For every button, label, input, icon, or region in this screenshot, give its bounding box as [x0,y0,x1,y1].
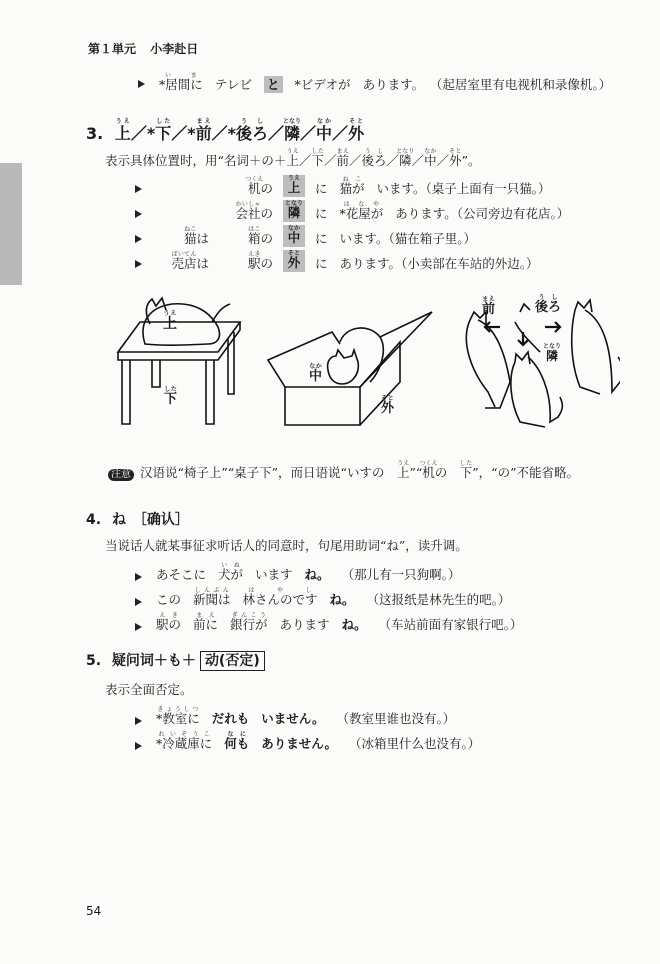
text-segment: 後ろうし [361,148,387,168]
unit-label: 第１単元 [88,42,137,56]
text-segment: の [434,465,460,480]
text-segment: 前にまえ [193,611,219,632]
text-segment: 中なか [424,148,437,168]
furigana: なか [287,225,301,232]
furigana: うえ [286,148,299,155]
bullet-arrow-icon [135,573,142,581]
text-segment: 机つくえ [419,460,438,480]
bullet-arrow-icon [135,717,142,725]
section-4-heading [86,513,189,527]
text-segment: 隣となり [396,148,415,168]
label-soto [381,395,394,415]
text-segment: 何もなに [224,730,250,751]
text-segment: 外そと [449,148,462,168]
example-row [135,556,534,581]
text-segment: 隣となり [543,343,562,363]
text-segment: ／ [298,153,312,168]
text-segment: ／* [211,124,236,143]
text-segment: の [260,231,273,246]
text-segment: ね。 [304,566,330,582]
furigana: えき [247,251,261,258]
text-segment: 中なか [287,225,301,245]
furigana: いま [159,72,203,79]
highlighted-position-word [283,250,305,272]
furigana: となり [284,200,303,207]
text-segment: 隣となり [283,118,302,143]
text-segment: 上うえ [114,118,131,143]
section-3-description [105,148,481,168]
example-row [135,581,534,606]
bullet-arrow-icon [135,235,142,243]
highlighted-position-word [283,200,305,222]
text-segment: 上うえ [396,460,410,480]
example-row [135,700,492,725]
intro-example [138,72,623,92]
text-segment: いません。 [261,710,325,726]
furigana: うし [535,294,562,301]
text-segment: に [315,231,328,246]
furigana: なか [424,148,437,155]
section-3-heading [86,118,364,142]
text-segment: ／ [267,124,284,143]
text-segment: ／ [323,153,337,168]
bullet-arrow-icon [138,80,145,88]
furigana: した [459,460,473,467]
text-segment: います [255,566,293,582]
text-segment: あります。 [362,77,425,92]
chapter-side-tab [0,163,22,285]
cat-in-box-illustration [268,312,432,425]
text-segment: 後ろうし [235,118,268,143]
furigana: した [164,386,178,393]
section-number: 5. [86,653,102,669]
text-segment: は [196,256,209,271]
text-segment: ／ [332,124,349,143]
furigana: かいしゃ [235,201,261,208]
text-segment: ”，“の”不能省略。 [472,465,579,480]
text-segment: ／ [386,153,400,168]
furigana: つくえ [419,460,438,467]
section-4-examples [135,556,534,631]
text-segment: 前まえ [336,148,349,168]
furigana: えき [156,611,182,619]
text-segment: ／ [436,153,450,168]
text-segment: （起居室里有电视机和录像机。） [436,77,612,92]
cat-on-table-illustration [118,298,240,424]
section-5-heading [86,654,265,668]
furigana: ばいてん [171,251,197,258]
text-segment: は [196,231,209,246]
text-segment: 隣となり [284,200,303,220]
furigana: なに [224,730,250,738]
unit-title: 小李赴日 [150,42,199,56]
furigana: うえ [287,175,301,182]
furigana: なか [316,118,333,125]
bullet-arrow-icon [135,210,142,218]
text-segment: *居間にいま [159,72,203,92]
text-segment: 会社かいしゃ [235,201,261,221]
furigana: まえ [195,118,212,125]
text-segment: 駅えき [247,251,261,271]
label-tonari [543,343,561,362]
text-segment: 売店ばいてん [171,251,197,271]
text-segment: 前まえ [195,118,212,143]
furigana: はやし [242,586,318,594]
text-segment: 猫ねこ [183,226,197,246]
text-segment: 外そと [348,118,365,143]
text-segment: あります。（公司旁边有花店。） [395,206,570,221]
text-segment: 上うえ [286,148,299,168]
section-5-description: 表示全面否定。 [105,682,193,697]
furigana: はなや [339,201,384,208]
furigana: しんぶん [193,586,231,594]
bullet-arrow-icon [135,623,142,631]
text-segment: と [264,76,283,93]
furigana: つくえ [245,176,264,183]
furigana: まえ [193,611,219,619]
text-segment: 林さんのですはやし [242,586,318,607]
furigana: いぬ [218,561,244,569]
text-segment: 銀行がぎんこう [230,611,268,632]
text-segment: 下した [311,148,324,168]
furigana: した [311,148,324,155]
example-part [219,201,283,222]
example-row [135,197,581,222]
highlighted-position-word [283,175,305,197]
text-segment: （冰箱里什么也没有。） [349,735,481,751]
highlighted-position-word [283,225,305,247]
text-segment: 犬がいぬ [218,561,244,582]
furigana: そと [348,118,365,125]
furigana: ぎんこう [230,611,268,619]
text-segment: 駅のえき [156,611,182,632]
example-part [305,176,581,197]
text-segment: 外そと [287,250,301,270]
example-part [305,229,581,247]
text-segment: ”“ [409,465,423,480]
text-segment: います。（猫在箱子里。） [339,231,477,246]
furigana: れいぞうこ [156,730,213,738]
furigana: となり [396,148,415,155]
furigana: はこ [247,226,261,233]
note-badge: 注意 [108,469,134,481]
furigana: した [155,118,172,125]
furigana: まえ [336,148,349,155]
text-segment: （这报纸是林先生的吧。） [366,591,511,607]
text-segment: ね。 [329,591,355,607]
text-segment: 下した [164,386,178,407]
example-part [219,176,283,197]
note [108,460,579,481]
text-segment: テレビ [214,77,253,92]
label-ushiro [535,294,561,314]
text-segment: 下した [155,118,172,143]
running-header [88,40,198,57]
example-row [135,247,581,272]
section-5-examples [135,700,492,750]
text-segment: に [315,181,328,196]
text-segment: 中なか [309,363,323,384]
text-segment: 後ろうし [535,294,562,315]
furigana: うし [235,118,268,125]
bullet-arrow-icon [135,742,142,750]
text-segment: ありません。 [261,735,338,751]
text-segment: 表示具体位置时，用“名词＋の＋ [105,153,287,168]
text-segment: ね。 [341,616,367,632]
text-segment: 上うえ [287,175,301,195]
furigana: まえ [482,296,496,303]
text-segment: あそこに [156,566,207,582]
text-segment: の [260,206,273,221]
text-segment: ／ [300,124,317,143]
text-segment: ／* [130,124,156,143]
example-row [135,222,581,247]
text-segment: 箱はこ [247,226,261,246]
furigana: うえ [114,118,131,125]
furigana: ねこ [339,176,365,183]
text-segment: 新聞はしんぶん [193,586,231,607]
text-segment: います。（桌子上面有一只猫。） [376,181,551,196]
example-part [163,251,219,272]
furigana: そと [381,395,395,402]
example-part [163,226,219,247]
text-segment: あります [279,616,330,632]
furigana: となり [283,118,302,125]
section-number: 3. [86,124,104,143]
text-segment: 中なか [316,118,333,143]
text-segment: 机つくえ [245,176,264,196]
furigana: そと [449,148,462,155]
label-naka [309,363,322,383]
furigana: となり [543,343,562,350]
text-segment: *教室にきょうしつ [156,705,200,726]
example-row [135,725,492,750]
furigana: ねこ [183,226,197,233]
text-segment: （车站前面有家银行吧。） [378,616,523,632]
text-segment: ／ [348,153,362,168]
text-segment: 外そと [381,395,395,416]
text-segment: ／ [411,153,425,168]
bullet-arrow-icon [135,598,142,606]
example-part [305,254,581,272]
text-segment: 上うえ [163,310,177,332]
text-segment: の [260,256,273,271]
example-row [135,606,534,631]
furigana: なか [309,363,323,370]
verb-negative-box: 动(否定) [200,651,265,671]
text-segment: 汉语说“椅子上”“桌子下”，而日语说“いすの [140,465,397,480]
label-ue [163,310,177,331]
furigana: うえ [163,310,177,317]
text-segment: に [315,206,328,221]
text-segment: （教室里谁也没有。） [336,710,456,726]
bullet-arrow-icon [135,185,142,193]
text-segment: *花屋がはなや [339,201,384,221]
example-part [219,251,283,272]
furigana: きょうしつ [156,705,200,713]
text-segment: あります。（小卖部在车站的外边。） [339,256,539,271]
text-segment: ”。 [461,153,481,168]
text-segment: の [260,181,273,196]
text-segment: だれも [211,710,250,726]
section-4-description: 当说话人就某事征求听话人的同意时，句尾用助词“ね”，读升调。 [105,538,468,553]
text-segment: 前まえ [482,296,496,317]
text-segment: ／* [171,124,196,143]
text-segment: （那儿有一只狗啊。） [341,566,461,582]
text-segment: この [156,591,182,607]
text-segment: 猫がねこ [339,176,365,196]
example-row [135,172,581,197]
section-number: 4. [86,512,102,528]
section-title: 疑问词＋も＋ [111,653,196,669]
text-segment: 下した [459,460,473,480]
bullet-arrow-icon [135,260,142,268]
example-part [305,201,581,222]
furigana: そと [287,250,301,257]
label-mae [482,296,495,316]
text-segment: *冷蔵庫にれいぞうこ [156,730,213,751]
text-segment: に [315,256,328,271]
furigana: うし [361,148,387,155]
furigana: うえ [396,460,410,467]
section-title: ね ［确认］ [111,512,189,528]
example-part [219,226,283,247]
label-shita [164,386,177,406]
page-number: 54 [86,904,102,918]
text-segment: *ビデオが [294,77,351,92]
section-3-examples [135,172,581,272]
